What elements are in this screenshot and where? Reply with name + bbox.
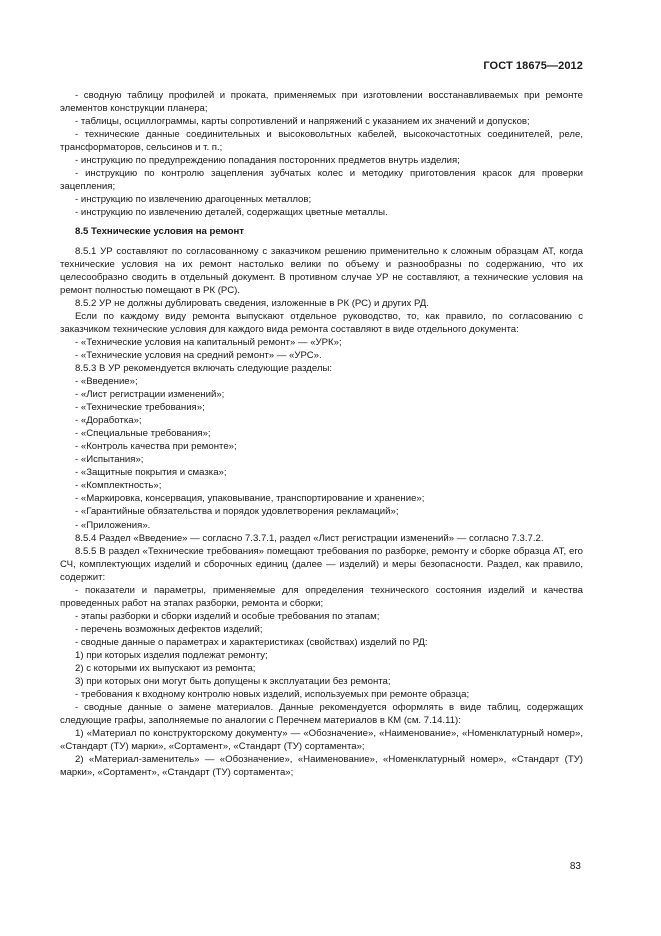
paragraph: - «Технические условия на капитальный ремонт» — «УРК»;: [75, 336, 342, 348]
paragraph: 2) с которыми их выпускают из ремонта;: [75, 663, 256, 675]
paragraph: 3) при которых они могут быть допущены к эксплуатации без ремонта;: [75, 676, 391, 688]
paragraph: - инструкцию по предупреждению попадания посторонних предметов внутрь изделия;: [75, 155, 460, 167]
paragraph: 8.5.1 УР составляют по согласованному с заказчиком решению применительно к сложным образцам АТ, когда технические условия на их ремонт настолько велики по объему и разнообразны по содержанию, что их целесообразно сводить в отдельный документ. В противном случае УР не составляют, а технические условия на ремонт полностью помещают в РК (РС).: [60, 245, 583, 296]
paragraph: - таблицы, осциллограммы, карты сопротивлений и напряжений с указанием их значений и допусков;: [75, 116, 530, 128]
paragraph: - «Специальные требования»;: [75, 428, 211, 440]
document-body: [60, 89, 583, 779]
paragraph: - «Защитные покрытия и смазка»;: [75, 467, 227, 479]
paragraph: - «Доработка»;: [75, 415, 142, 427]
paragraph: - перечень возможных дефектов изделий;: [75, 623, 263, 635]
paragraph: 2) «Материал-заменитель» — «Обозначение», «Наименование», «Номенклатурный номер», «Стандарт (ТУ) марки», «Сортамент», «Стандарт (ТУ) сортамента»;: [60, 754, 583, 779]
paragraph: - инструкцию по извлечению драгоценных металлов;: [75, 194, 312, 206]
paragraph: - инструкцию по извлечению деталей, содержащих цветные металлы.: [75, 207, 388, 219]
document-header: ГОСТ 18675—2012: [483, 60, 583, 72]
paragraph: Если по каждому виду ремонта выпускают отдельное руководство, то, как правило, по согласованию с заказчиком технические условия для каждого вида ремонта составляют в виде отдельного документа:: [60, 310, 583, 335]
paragraph: 8.5.3 В УР рекомендуется включать следующие разделы:: [75, 362, 333, 374]
paragraph: - «Маркировка, консервация, упаковывание, транспортирование и хранение»;: [75, 493, 425, 505]
paragraph: 1) при которых изделия подлежат ремонту;: [75, 649, 268, 661]
paragraph: - сводную таблицу профилей и проката, применяемых при изготовлении восстанавливаемых при ремонте элементов конструкции планера;: [60, 90, 583, 115]
paragraph: - «Технические условия на средний ремонт» — «УРС».: [75, 349, 322, 361]
paragraph: - инструкцию по контролю зацепления зубчатых колес и методику приготовления красок для проверки зацепления;: [60, 168, 583, 193]
paragraph: 8.5.2 УР не должны дублировать сведения, изложенные в РК (РС) и других РД.: [75, 297, 429, 309]
section-heading: 8.5 Технические условия на ремонт: [75, 226, 244, 238]
paragraph: - «Приложения».: [75, 519, 151, 531]
paragraph: - «Гарантийные обязательства и порядок удовлетворения рекламаций»;: [75, 506, 399, 518]
paragraph: - «Введение»;: [75, 375, 138, 387]
paragraph: - «Контроль качества при ремонте»;: [75, 441, 237, 453]
paragraph: 1) «Материал по конструкторскому документу» — «Обозначение», «Наименование», «Номенклатурный номер», «Стандарт (ТУ) марки», «Сортамент», «Стандарт (ТУ) сортамента»;: [60, 728, 583, 753]
paragraph: - этапы разборки и сборки изделий и особые требования по этапам;: [75, 610, 380, 622]
paragraph: - «Лист регистрации изменений»;: [75, 389, 225, 401]
paragraph: - «Технические требования»;: [75, 402, 205, 414]
paragraph: - требования к входному контролю новых изделий, используемых при ремонте образца;: [75, 689, 470, 701]
paragraph: - технические данные соединительных и высоковольтных кабелей, высокочастотных соединителей, реле, трансформаторов, сельсинов и т. п.;: [60, 129, 583, 154]
paragraph: 8.5.4 Раздел «Введение» — согласно 7.3.7.1, раздел «Лист регистрации изменений» — согласно 7.3.7.2.: [75, 532, 544, 544]
paragraph: 8.5.5 В раздел «Технические требования» помещают требования по разборке, ремонту и сборке образца АТ, его СЧ, комплектующих изделий и сборочных единиц (далее — изделий) и меры безопасности. Раздел, как правило, содержит:: [60, 545, 583, 583]
paragraph: - показатели и параметры, применяемые для определения технического состояния изделий и качества проведенных работ на этапах разборки, ремонта и сборки;: [60, 584, 583, 609]
paragraph: - сводные данные о параметрах и характеристиках (свойствах) изделий по РД:: [75, 636, 428, 648]
paragraph: - «Испытания»;: [75, 454, 144, 466]
paragraph: - «Комплектность»;: [75, 480, 162, 492]
page-number: 83: [569, 861, 581, 872]
paragraph: - сводные данные о замене материалов. Данные рекомендуется оформлять в виде таблиц, содержащих следующие графы, заполняемые по аналогии с Перечнем материалов в КМ (см. 7.14.11):: [60, 702, 583, 727]
